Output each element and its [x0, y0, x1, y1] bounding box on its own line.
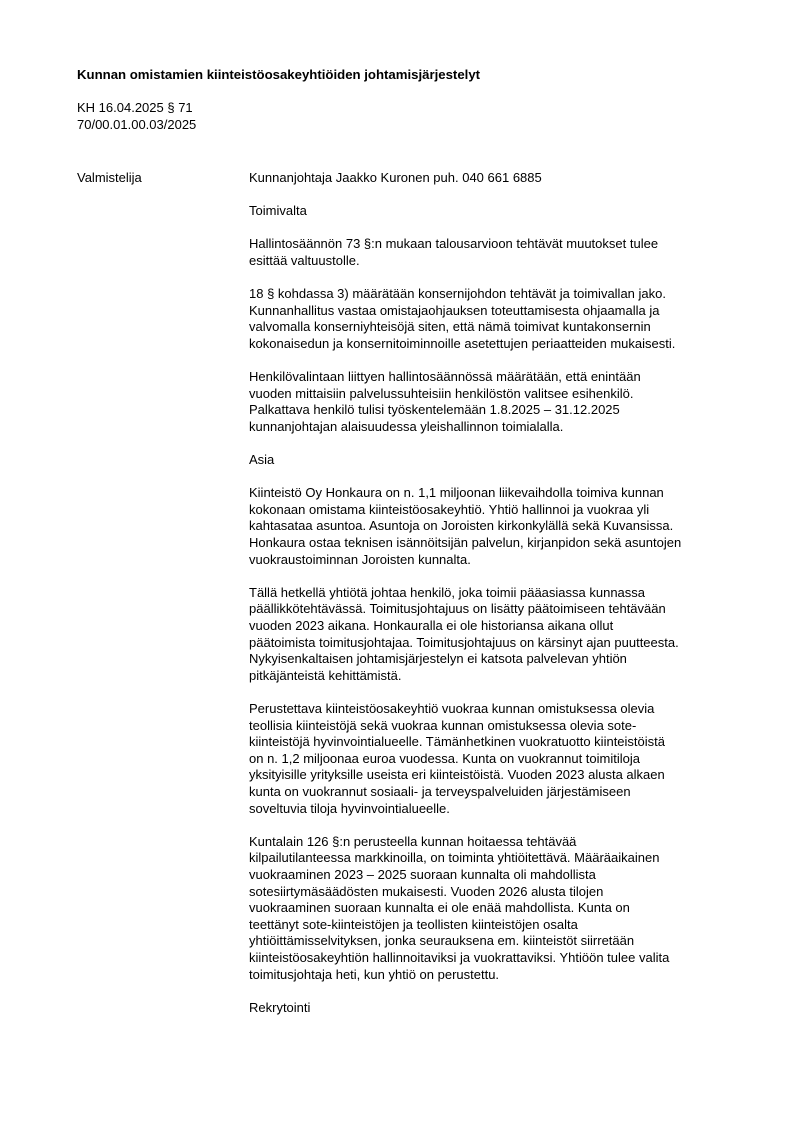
meeting-meta [77, 100, 196, 133]
paragraph-3: Henkilövalintaan liittyen hallintosäännössä määrätään, että enintään vuoden mittaisiin palvelussuhteisiin henkilöstön valitsee esihenkilö. Palkattava henkilö tulisi työskentelemään 1.8.2025 – 31.12.2025 kunnanjohtajan alaisuudessa yleishallinnon toimialalla. [249, 369, 641, 434]
preparer-line: Kunnanjohtaja Jaakko Kuronen puh. 040 661 6885 [249, 170, 542, 185]
case-number: 70/00.01.00.03/2025 [77, 116, 197, 132]
meeting-reference: KH 16.04.2025 § 71 [77, 100, 193, 115]
paragraph-7: Kuntalain 126 §:n perusteella kunnan hoitaessa tehtävää kilpailutilanteessa markkinoilla, on toiminta yhtiöitettävä. Määräaikainen vuokraaminen 2023 – 2025 suoraan kunnalta oli mahdollista sotesiirtymäsäädösten mukaisesti. Vuoden 2026 alusta tilojen vuokraaminen suoraan kunnalta ei ole enää mahdollista. Kunta on teettänyt sote-kiinteistöjen ja teollisten kiinteistöjen osalta yhtiöittämisselvityksen, jonka seurauksena em. kiinteistöt siirretään kiinteistöosakeyhtiön hallinnoitaviksi ja vuokrattaviksi. Yhtiöön tulee valita toimitusjohtaja heti, kun yhtiö on perustettu. [249, 833, 670, 982]
paragraph-5: Tällä hetkellä yhtiötä johtaa henkilö, joka toimii pääasiassa kunnassa päällikkötehtävässä. Toimitusjohtajuus on lisätty päätoimiseen tehtävään vuoden 2023 aikana. Honkauralla ei ole historiansa aikana ollut päätoimista toimitusjohtajaa. Toimitusjohtajuus on kärsinyt ajan puutteesta. Nykyisenkaltaisen johtamisjärjestelyn ei katsota palvelevan yhtiön pitkäjänteistä kehittämistä. [249, 584, 679, 683]
paragraph-1: Hallintosäännön 73 §:n mukaan talousarvioon tehtävät muutokset tulee esittää valtuustolle. [249, 236, 659, 268]
paragraph-6: Perustettava kiinteistöosakeyhtiö vuokraa kunnan omistuksessa olevia teollisia kiinteistöjä sekä vuokraa kunnan omistuksessa olevia sote- kiinteistöjä hyvinvointialueelle. Tämänhetkinen vuokratuotto kiinteistöistä on n. 1,2 miljoonaa euroa vuodessa. Kunta on vuokrannut toimitiloja yksityisille yrityksille useista eri kiinteistöistä. Vuoden 2023 alusta alkaen kunta on vuokrannut sosiaali- ja terveyspalveluiden järjestämiseen soveltuvia tiloja hyvinvointialueelle. [249, 701, 665, 816]
heading-rekrytointi: Rekrytointi [249, 999, 311, 1015]
heading-toimivalta: Toimivalta [249, 203, 307, 219]
section-label: Valmistelija [77, 170, 142, 185]
heading-asia: Asia [249, 452, 275, 468]
paragraph-4: Kiinteistö Oy Honkaura on n. 1,1 miljoonan liikevaihdolla toimiva kunnan kokonaan omistama kiinteistöosakeyhtiö. Yhtiö hallinnoi ja vuokraa yli kahtasataa asuntoa. Asuntoja on Joroisten kirkonkylällä sekä Kuvansissa. Honkaura ostaa teknisen isännöitsijän palvelun, kirjanpidon sekä asuntojen vuokraustoiminnan Joroisten kunnalta. [249, 485, 682, 567]
paragraph-2: 18 § kohdassa 3) määrätään konsernijohdon tehtävät ja toimivallan jako. Kunnanhallitus vastaa omistajaohjauksen toteuttamisesta ohjaamalla ja valvomalla konserniyhteisöjä siten, että nämä toimivat kuntakonsernin kokonaisedun ja konsernitoiminnoille asetettujen periaatteiden mukaisesti. [249, 286, 676, 351]
document-title: Kunnan omistamien kiinteistöosakeyhtiöiden johtamisjärjestelyt [77, 67, 481, 82]
document-body [249, 170, 749, 1033]
